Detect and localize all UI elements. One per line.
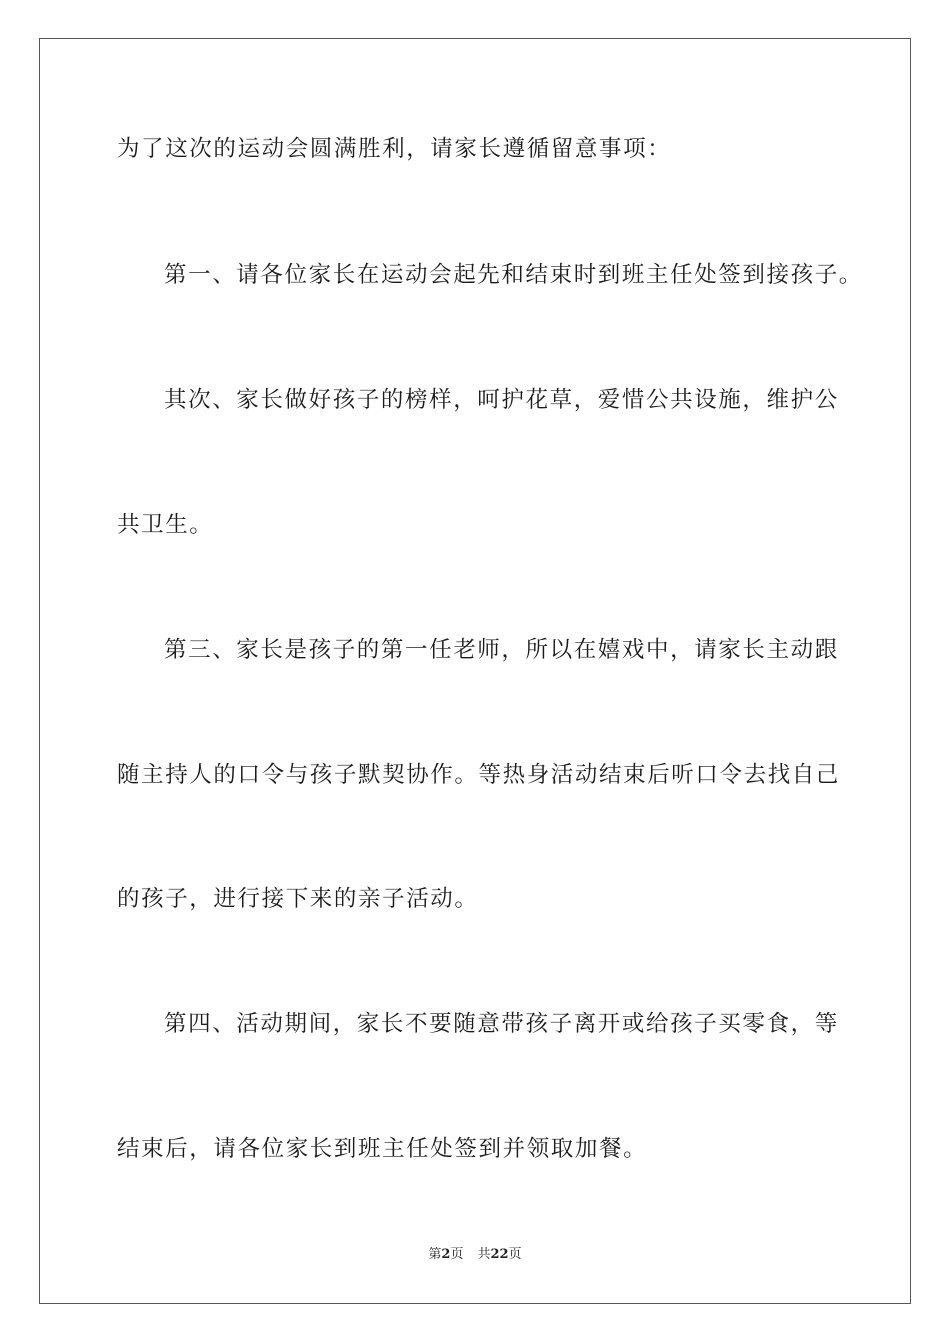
text-line-3: 其次、家长做好孩子的榜样，呵护花草，爱惜公共设施，维护公	[164, 387, 839, 413]
footer-page-number: 2	[441, 1247, 451, 1262]
page-border	[39, 38, 911, 1304]
text-line-6: 随主持人的口令与孩子默契协作。等热身活动结束后听口令去找自己	[117, 762, 841, 788]
footer-page-suffix: 页	[450, 1247, 464, 1262]
text-line-7: 的孩子，进行接下来的亲子活动。	[117, 886, 479, 912]
text-line-4: 共卫生。	[117, 512, 214, 538]
footer-page-prefix: 第	[428, 1247, 442, 1262]
page-footer	[0, 1246, 950, 1264]
text-line-1: 为了这次的运动会圆满胜利，请家长遵循留意事项：	[117, 136, 672, 162]
footer-total-suffix: 页	[508, 1247, 522, 1262]
text-line-2: 第一、请各位家长在运动会起先和结束时到班主任处签到接孩子。	[164, 262, 863, 288]
text-line-5: 第三、家长是孩子的第一任老师，所以在嬉戏中，请家长主动跟	[164, 637, 839, 663]
text-line-8: 第四、活动期间，家长不要随意带孩子离开或给孩子买零食，等	[164, 1011, 839, 1037]
text-line-9: 结束后，请各位家长到班主任处签到并领取加餐。	[117, 1136, 648, 1162]
footer-total-prefix: 共	[477, 1247, 491, 1262]
footer-total-pages: 22	[490, 1247, 509, 1262]
